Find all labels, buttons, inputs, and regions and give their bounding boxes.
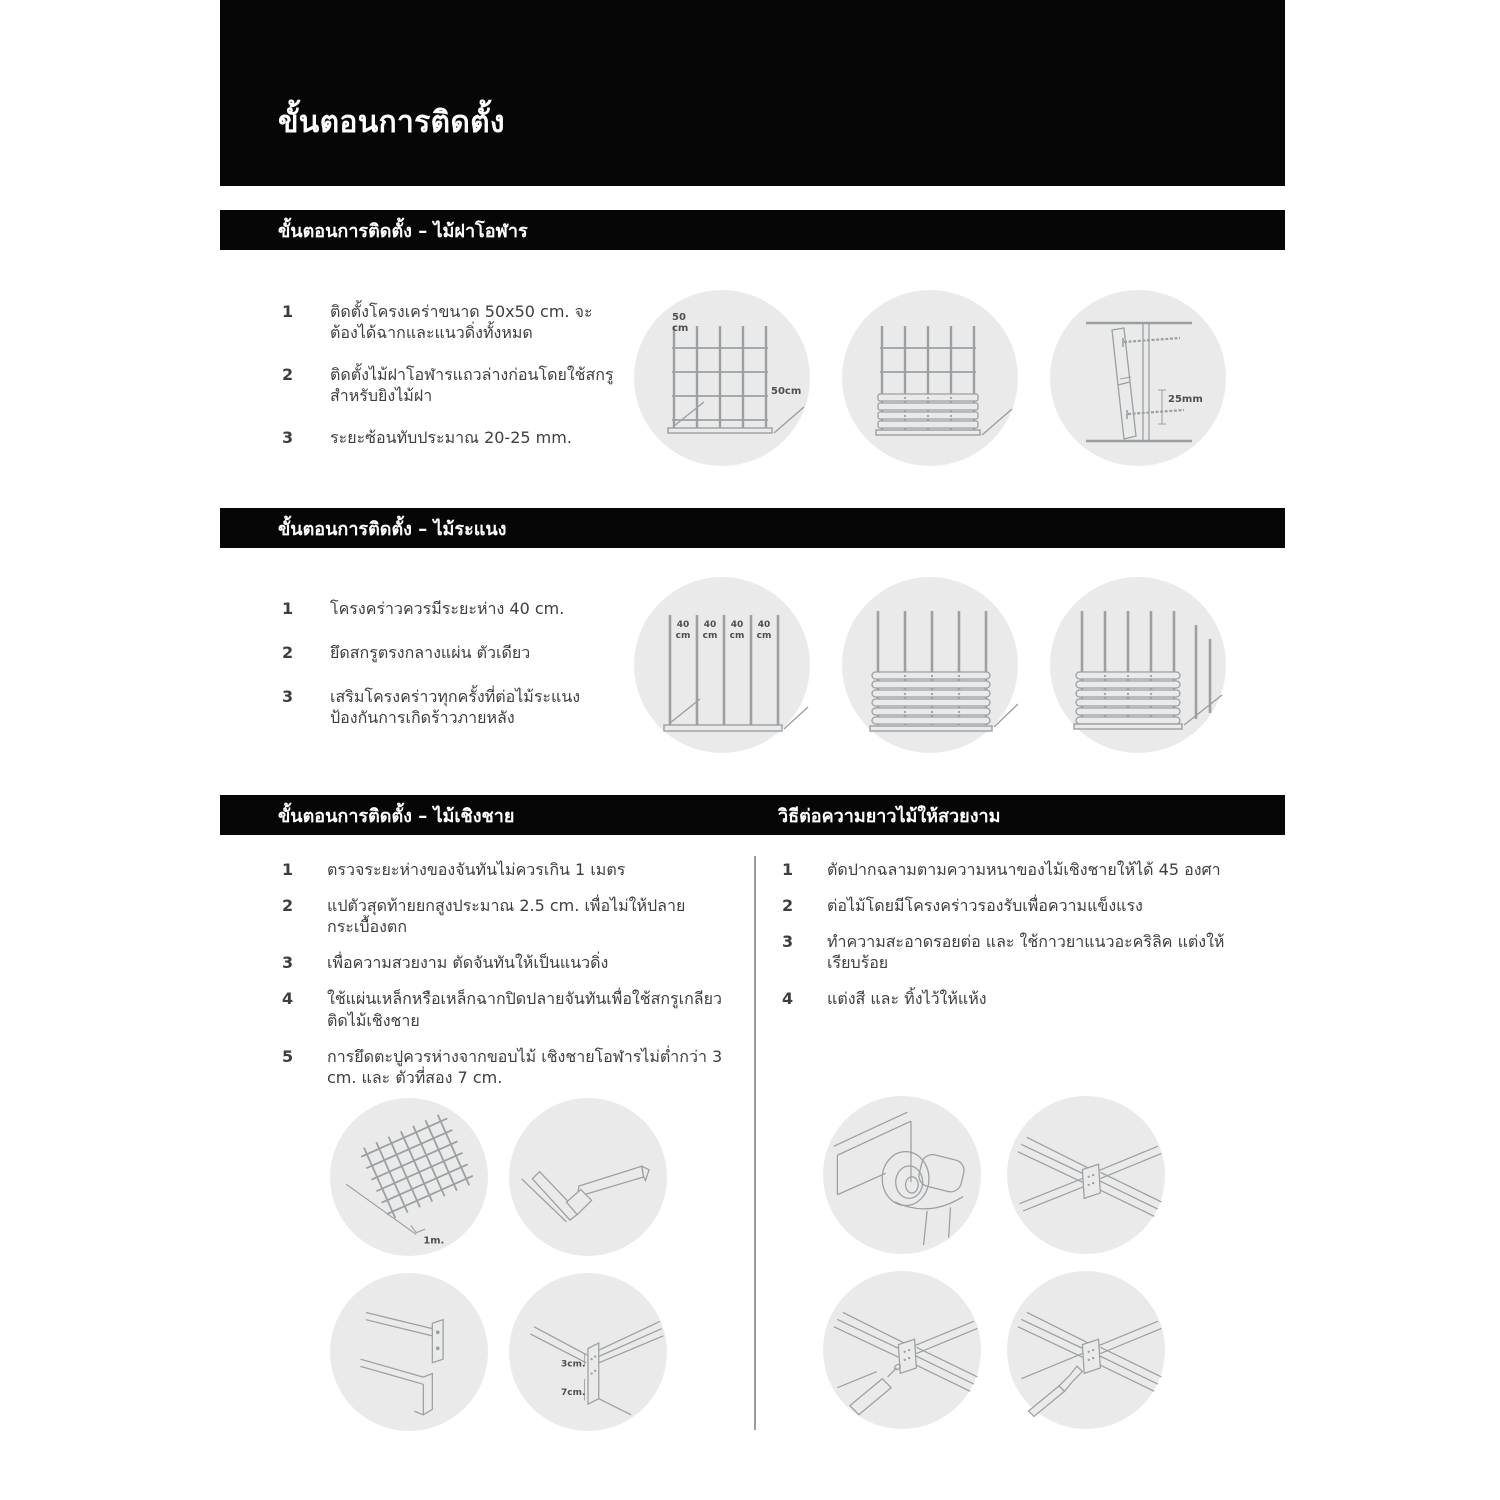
section3-right-diagrams	[823, 1096, 1165, 1429]
step-item	[282, 642, 627, 663]
diagram-studs-lath-slats	[842, 577, 1018, 753]
step-item	[282, 859, 730, 880]
step-text: ติดตั้งโครงเคร่าขนาด 50x50 cm. จะต้องได้ฉากและแนวดิ่งทั้งหมด	[330, 302, 593, 343]
step-item	[282, 598, 627, 619]
step-item	[782, 931, 1244, 973]
step-number: 4	[782, 989, 794, 1009]
diagram-nail-distance-3cm-7cm	[509, 1273, 667, 1431]
dim-label-cm-1: cm	[675, 631, 691, 641]
section1-steps	[282, 301, 618, 470]
step-text: ใช้แผ่นเหล็กหรือเหล็กฉากปิดปลายจันทันเพื่อใช้สกรูเกลียว ติดไม้เชิงชาย	[327, 989, 722, 1030]
step-number: 5	[282, 1046, 294, 1066]
section3-left-steps	[282, 859, 730, 1103]
dim-label-40-2: 40	[703, 620, 717, 630]
step-item	[782, 895, 1244, 916]
section2-header-bar	[220, 508, 1285, 548]
step-number: 1	[282, 302, 294, 321]
step-text: การยึดตะปูควรห่างจากขอบไม้ เชิงชายโอฬารไม่ต่ำกว่า 3 cm. และ ตัวที่สอง 7 cm.	[327, 1046, 723, 1087]
step-text: ยึดสกรูตรงกลางแผ่น ตัวเดียว	[330, 643, 531, 663]
diagram-apex-fascia-boards	[509, 1098, 667, 1256]
section1-header-bar	[220, 210, 1285, 250]
step-item	[282, 301, 618, 343]
step-item	[282, 686, 627, 728]
step-item	[782, 988, 1244, 1009]
section3-header-bar	[220, 795, 1285, 835]
step-item	[282, 895, 730, 937]
step-number: 3	[282, 687, 294, 707]
step-item	[282, 427, 618, 448]
diagram-circular-saw-cut	[823, 1096, 981, 1254]
section3-header-right: วิธีต่อความยาวไม้ให้สวยงาม	[778, 805, 1001, 827]
page-title: ขั้นตอนการติดตั้ง	[278, 104, 505, 140]
step-item	[782, 859, 1244, 880]
step-number: 4	[282, 989, 294, 1009]
title-band	[220, 0, 1285, 186]
step-text: โครงคร่าวควรมีระยะห่าง 40 cm.	[330, 599, 565, 618]
step-text: ทำความสะอาดรอยต่อ และ ใช้กาวยาแนวอะคริลิค แต่งให้เรียบร้อย	[827, 932, 1225, 973]
step-text: แปตัวสุดท้ายยกสูงประมาณ 2.5 cm. เพื่อไม่ให้ปลายกระเบื้องตก	[327, 896, 686, 937]
section3-left-diagrams	[330, 1098, 667, 1431]
section2-diagrams	[634, 577, 1226, 753]
step-number: 3	[282, 428, 294, 448]
step-item	[282, 1046, 730, 1088]
diagram-paint-brush-joint	[1007, 1271, 1165, 1429]
step-number: 1	[282, 599, 294, 618]
section2-steps	[282, 598, 627, 751]
step-number: 1	[282, 860, 294, 879]
diagram-studs-40cm	[634, 577, 810, 753]
diagram-rafter-spacing-1m	[330, 1098, 488, 1256]
step-text: ติดตั้งไม้ฝาโอฬารแถวล่างก่อนโดยใช้สกรูสำหรับยิงไม้ฝา	[330, 365, 614, 406]
dim-label-40-4: 40	[757, 620, 771, 630]
step-item	[282, 364, 618, 406]
step-text: แต่งสี และ ทิ้งไว้ให้แห้ง	[827, 989, 987, 1009]
section3-right-steps	[782, 859, 1244, 1025]
section2-header: ขั้นตอนการติดตั้ง – ไม้ระแนง	[278, 518, 507, 540]
step-text: ตรวจระยะห่างของจันทันไม่ควรเกิน 1 เมตร	[327, 860, 626, 879]
diagram-sealant-caulk-joint	[823, 1271, 981, 1429]
diagram-overlap-25mm	[1050, 290, 1226, 466]
dim-label-1m: 1m.	[423, 1235, 445, 1247]
section1-diagrams	[634, 290, 1226, 466]
dim-label-7cm: 7cm.	[561, 1388, 586, 1399]
dim-label-40-1: 40	[676, 620, 690, 630]
dim-label-3cm: 3cm.	[561, 1359, 586, 1370]
section3-header-left: ขั้นตอนการติดตั้ง – ไม้เชิงชาย	[278, 805, 515, 827]
step-text: ระยะซ้อนทับประมาณ 20-25 mm.	[330, 428, 572, 448]
step-item	[282, 988, 730, 1030]
dim-label-cm-3: cm	[729, 631, 745, 641]
section1-header: ขั้นตอนการติดตั้ง – ไม้ฝาโอฬาร	[278, 220, 528, 242]
step-text: ตัดปากฉลามตามความหนาของไม้เชิงชายให้ได้ 45 องศา	[827, 860, 1221, 879]
diagram-grid-bottom-planks	[842, 290, 1018, 466]
step-number: 1	[782, 860, 794, 879]
diagram-frame-grid-50x50	[634, 290, 810, 466]
column-divider	[754, 856, 756, 1430]
step-number: 3	[782, 932, 794, 952]
dim-label-cm-2: cm	[702, 631, 718, 641]
step-text: ต่อไม้โดยมีโครงคร่าวรองรับเพื่อความแข็งแรง	[827, 896, 1143, 916]
step-number: 2	[282, 365, 294, 385]
dim-label-40-3: 40	[730, 620, 744, 630]
dim-label-50cm-right: 50cm	[771, 386, 802, 397]
dim-label-cm-top: cm	[672, 323, 689, 334]
diagram-steel-end-caps	[330, 1273, 488, 1431]
step-text: เสริมโครงคร่าวทุกครั้งที่ต่อไม้ระแนง ป้องกันการเกิดร้าวภายหลัง	[330, 687, 581, 728]
diagram-scarf-joint-support	[1007, 1096, 1165, 1254]
dim-label-25mm: 25mm	[1168, 394, 1203, 405]
dim-label-50-top: 50	[672, 312, 686, 323]
dim-label-cm-4: cm	[756, 631, 772, 641]
diagram-studs-lath-extension	[1050, 577, 1226, 753]
step-number: 3	[282, 953, 294, 973]
step-number: 2	[282, 896, 294, 916]
step-number: 2	[282, 643, 294, 663]
step-item	[282, 952, 730, 973]
step-number: 2	[782, 896, 794, 916]
step-text: เพื่อความสวยงาม ตัดจันทันให้เป็นแนวดิ่ง	[327, 953, 609, 973]
